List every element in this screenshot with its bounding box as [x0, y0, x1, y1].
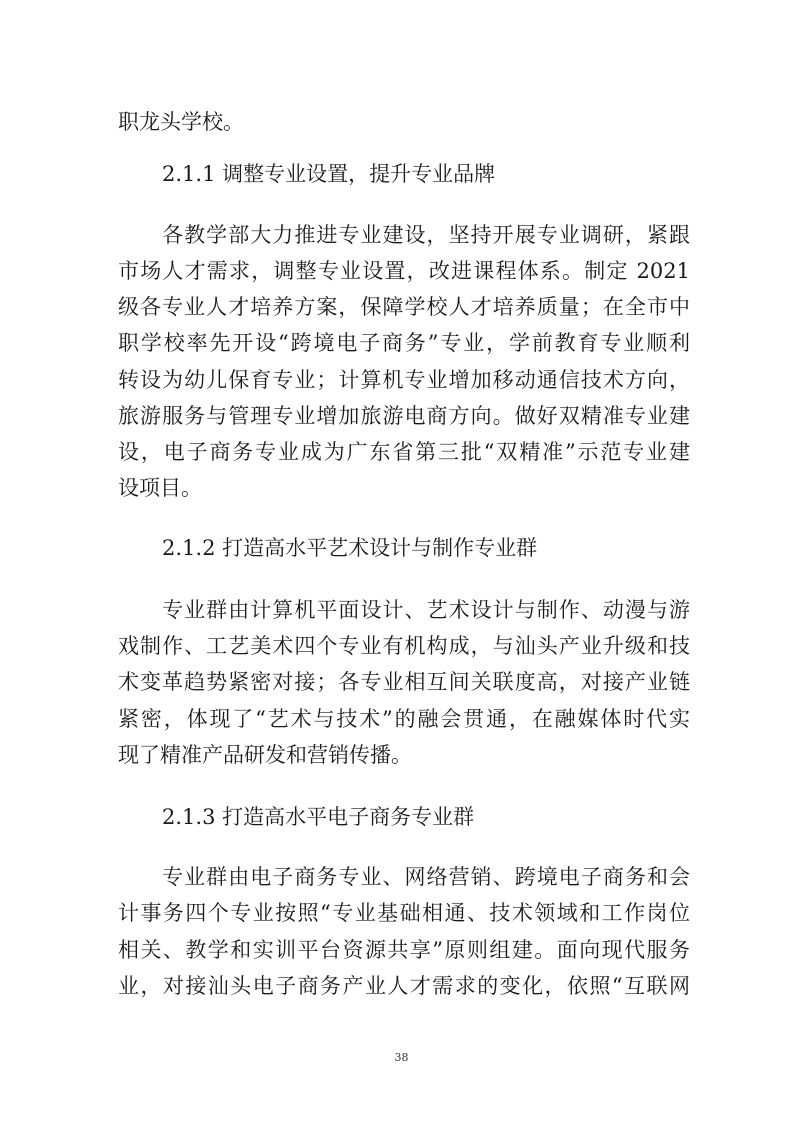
paragraph-line: 紧密，体现了“艺术与技术”的融会贯通，在融媒体时代实 [118, 707, 690, 731]
paragraph-line: 戏制作、工艺美术四个专业有机构成，与汕头产业升级和技 [118, 634, 690, 658]
paragraph-line: 设项目。 [118, 476, 202, 500]
paragraph-line: 级各专业人才培养方案，保障学校人才培养质量；在全市中 [118, 295, 690, 319]
paragraph-line: 市场人才需求，调整专业设置，改进课程体系。制定 2021 [118, 259, 690, 283]
paragraph-line: 专业群由电子商务专业、网络营销、跨境电子商务和会 [118, 865, 690, 889]
paragraph-line: 计事务四个专业按照“专业基础相通、技术领域和工作岗位 [118, 901, 690, 925]
intro-tail-text: 职龙头学校。 [118, 110, 244, 134]
paragraph-line: 各教学部大力推进专业建设，坚持开展专业调研，紧跟 [118, 223, 690, 247]
page-number: 38 [394, 1051, 409, 1064]
section-heading-2-1-3: 2.1.3 打造高水平电子商务专业群 [162, 805, 475, 829]
paragraph-line: 现了精准产品研发和营销传播。 [118, 743, 412, 767]
section-heading-2-1-1: 2.1.1 调整专业设置，提升专业品牌 [162, 162, 496, 186]
paragraph-line: 设，电子商务专业成为广东省第三批“双精准”示范专业建 [118, 440, 690, 464]
paragraph-line: 相关、教学和实训平台资源共享”原则组建。面向现代服务 [118, 938, 690, 962]
paragraph-line: 业，对接汕头电子商务产业人才需求的变化，依照“互联网 [118, 974, 690, 998]
paragraph-line: 术变革趋势紧密对接；各专业相互间关联度高，对接产业链 [118, 670, 690, 694]
section-heading-2-1-2: 2.1.2 打造高水平艺术设计与制作专业群 [162, 536, 538, 560]
paragraph-line: 职学校率先开设“跨境电子商务”专业，学前教育专业顺利 [118, 331, 690, 355]
paragraph-line: 专业群由计算机平面设计、艺术设计与制作、动漫与游 [118, 598, 690, 622]
paragraph-line: 旅游服务与管理专业增加旅游电商方向。做好双精准专业建 [118, 404, 690, 428]
paragraph-line: 转设为幼儿保育专业；计算机专业增加移动通信技术方向， [118, 368, 690, 392]
